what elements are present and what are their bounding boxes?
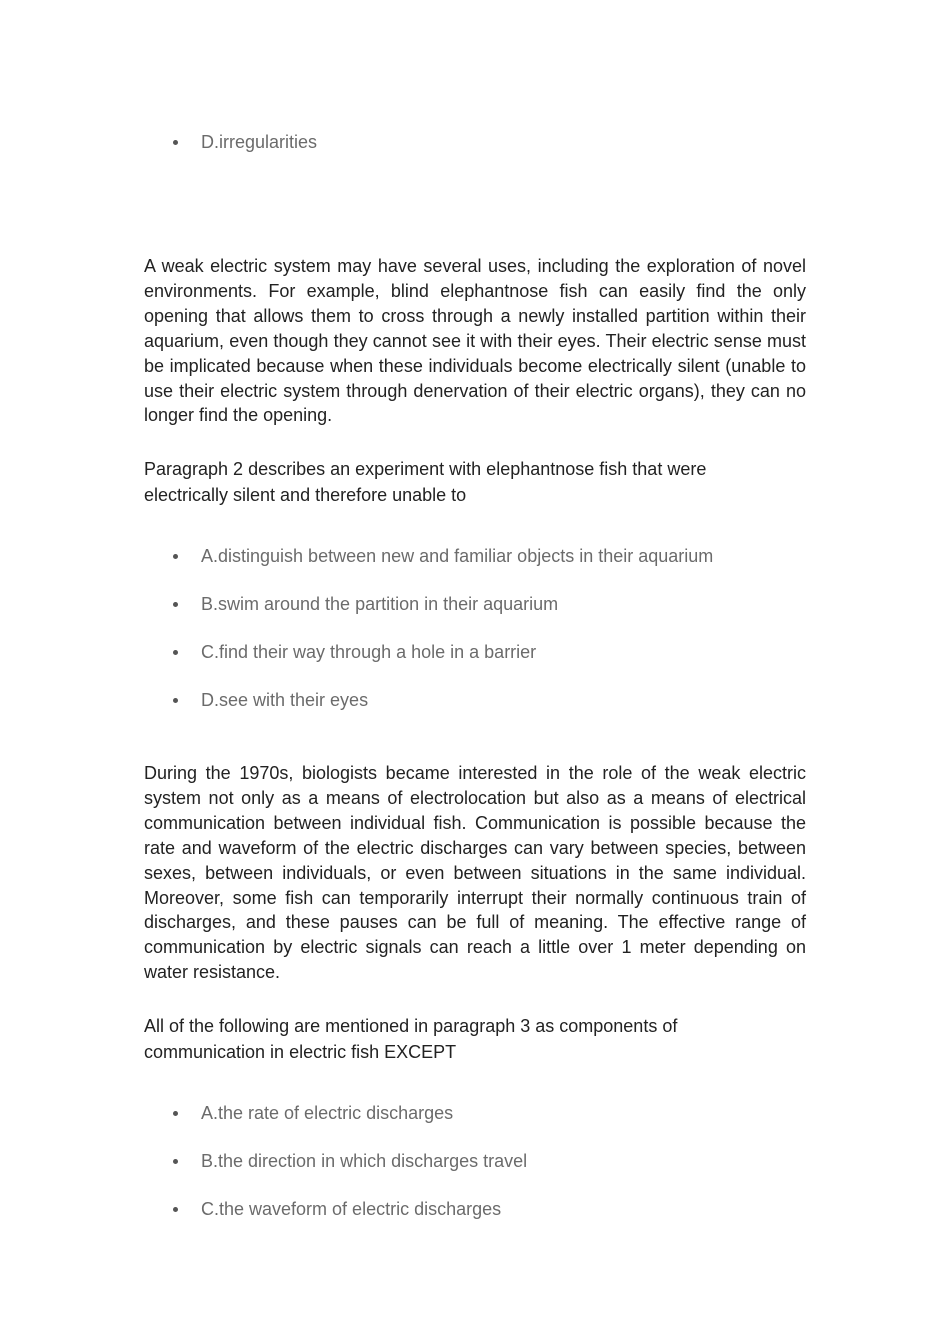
bullet-icon: [173, 650, 178, 655]
option-label: D.see with their eyes: [201, 690, 369, 710]
q3-options: [144, 1101, 806, 1221]
q1-option-d[interactable]: [144, 130, 806, 154]
q2-option-d[interactable]: [144, 688, 806, 712]
q2-option-c[interactable]: [144, 640, 806, 664]
bullet-icon: [173, 1159, 178, 1164]
bullet-icon: [173, 554, 178, 559]
option-label: B.swim around the partition in their aquarium: [201, 594, 559, 614]
bullet-icon: [173, 1111, 178, 1116]
option-label: C.the waveform of electric discharges: [201, 1199, 502, 1219]
q2-options: [144, 544, 806, 712]
passage-paragraph-3: During the 1970s, biologists became interested in the role of the weak electric system not only as a means of electrolocation but also as a means of electrical communication between individual fish. Communication is possible because the rate and waveform of the electric discharges can vary between species, between sexes, between individuals, or even between situations in the same individual. Moreover, some fish can temporarily interrupt their normally continuous train of discharges, and these pauses can be full of meaning. The effective range of communication by electric signals can reach a little over 1 meter depending on water resistance.: [144, 763, 806, 983]
q3-option-b[interactable]: [144, 1149, 806, 1173]
bullet-icon: [173, 1207, 178, 1212]
q2-option-b[interactable]: [144, 592, 806, 616]
q2-option-a[interactable]: [144, 544, 806, 568]
q3-option-a[interactable]: [144, 1101, 806, 1125]
q1-options: [144, 130, 806, 154]
option-label: B.the direction in which discharges travel: [201, 1151, 528, 1171]
q3-prompt: All of the following are mentioned in paragraph 3 as components of communication in electric fish EXCEPT: [144, 1016, 678, 1062]
option-label: A.distinguish between new and familiar objects in their aquarium: [201, 546, 714, 566]
q3-option-c[interactable]: [144, 1197, 806, 1221]
option-label: D.irregularities: [201, 132, 318, 152]
option-label: C.find their way through a hole in a barrier: [201, 642, 537, 662]
option-label: A.the rate of electric discharges: [201, 1103, 454, 1123]
q2-prompt: Paragraph 2 describes an experiment with elephantnose fish that were electrically silent and therefore unable to: [144, 459, 707, 505]
bullet-icon: [173, 698, 178, 703]
bullet-icon: [173, 140, 178, 145]
bullet-icon: [173, 602, 178, 607]
passage-paragraph-2: A weak electric system may have several uses, including the exploration of novel environments. For example, blind elephantnose fish can easily find the only opening that allows them to cross through a newly installed partition within their aquarium, even though they cannot see it with their eyes. Their electric sense must be implicated because when these individuals become electrically silent (unable to use their electric system through denervation of their electric organs), they can no longer find the opening.: [144, 256, 806, 426]
